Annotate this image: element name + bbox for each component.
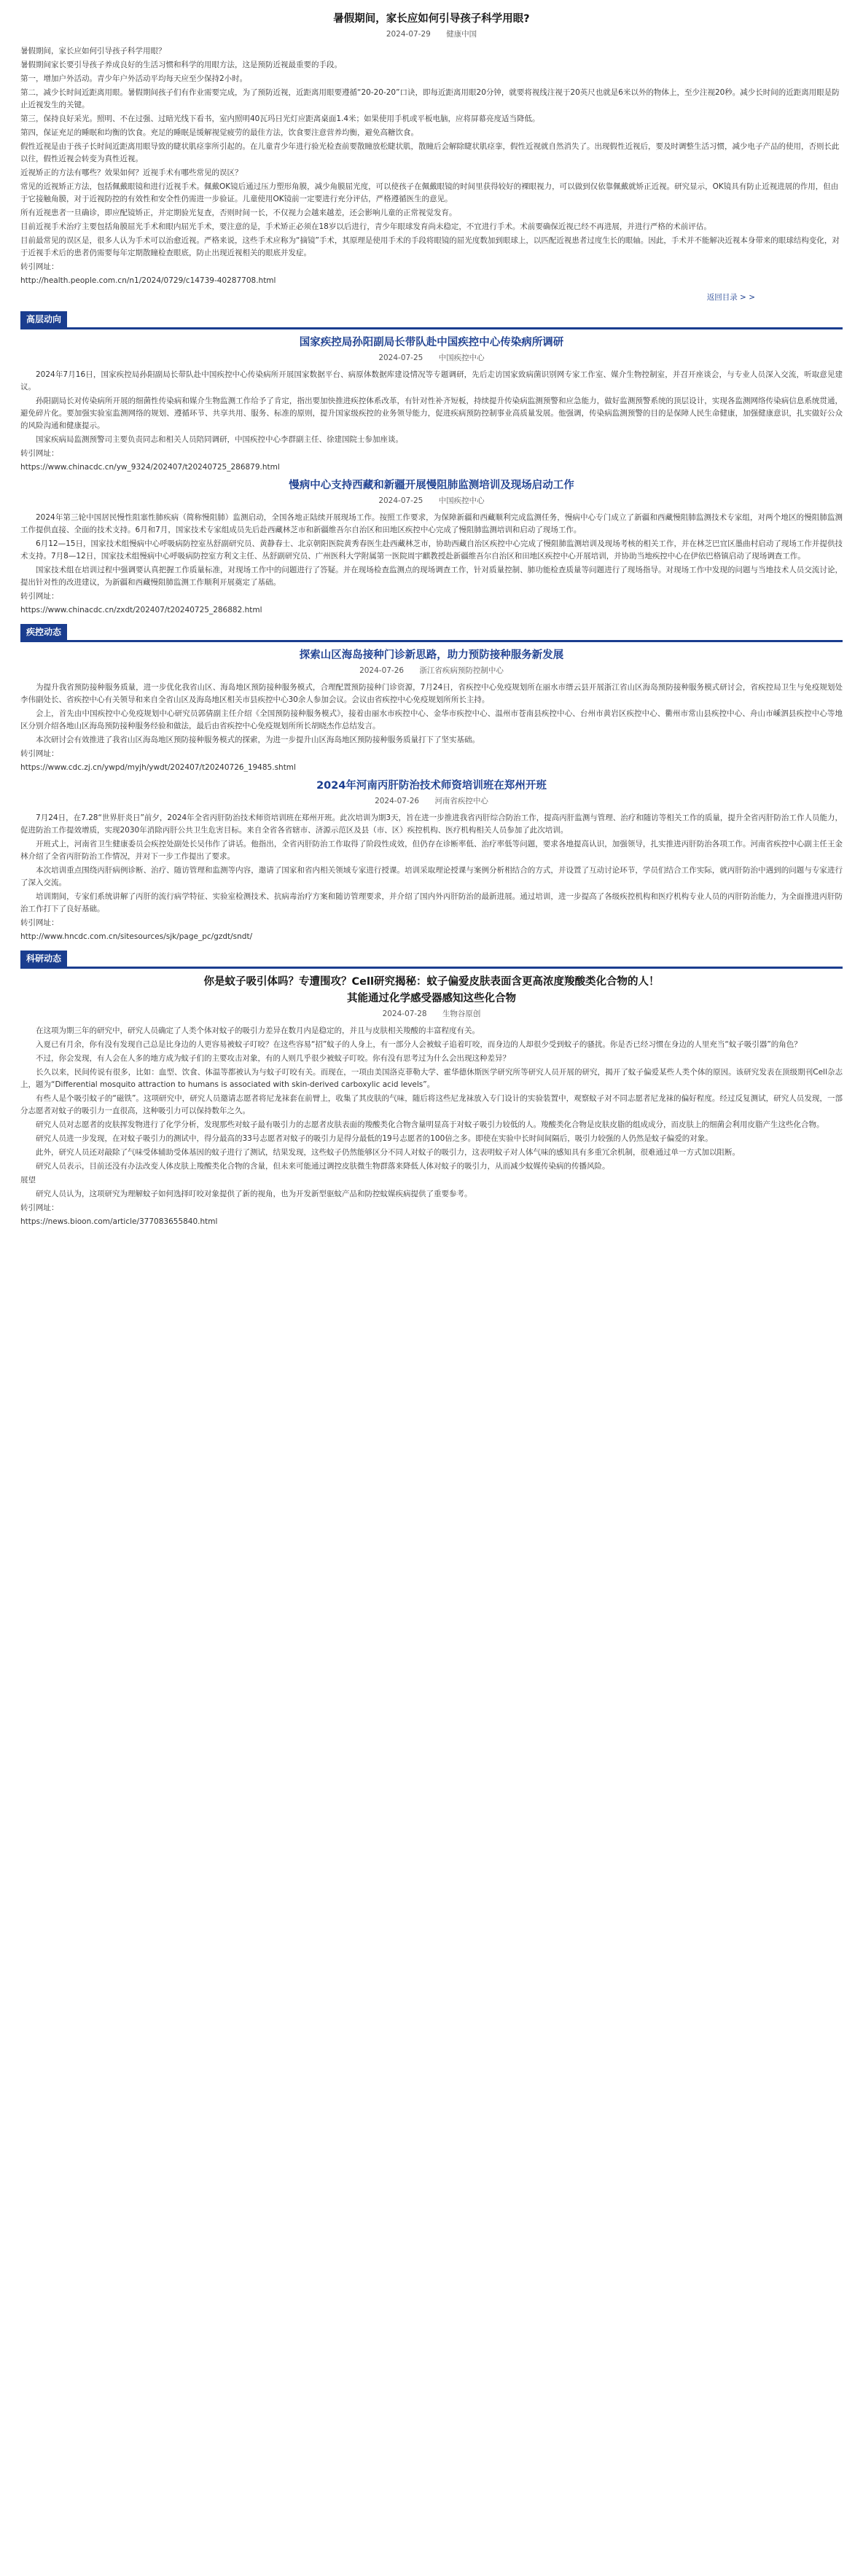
section-label: 科研动态 xyxy=(20,951,67,967)
article-paragraph: 本次培训重点围绕丙肝病例诊断、治疗、随访管理和监测等内容，邀请了国家和省内相关领域专家进行授课。培训采取理论授课与案例分析相结合的方式，并设置了互动讨论环节，学员们结合工作实际，就丙肝防治中遇到的问题与专家进行了深入交流。 xyxy=(20,866,843,888)
article-source: 生物谷原创 xyxy=(442,1010,481,1019)
article-myopia xyxy=(20,12,843,304)
article-paragraph: 培训期间，专家们系统讲解了丙肝的流行病学特征、实验室检测技术、抗病毒治疗方案和随访管理要求，并介绍了国内外丙肝防治的最新进展。通过培训，进一步提高了各级疾控机构和医疗机构专业人员的丙肝防治能力，为全面推进丙肝防治工作打下了良好基础。 xyxy=(20,892,843,914)
source-url[interactable]: https://news.bioon.com/article/377083655840.html xyxy=(20,1217,218,1227)
article-title: 探索山区海岛接种门诊新思路，助力预防接种服务新发展 xyxy=(299,649,564,662)
article-title: 你是蚊子吸引体吗？专遭围攻？Cell研究揭秘：蚊子偏爱皮肤表面含更高浓度羧酸类化合物的人！ xyxy=(203,976,660,988)
article-paragraph: 暑假期间家长要引导孩子养成良好的生活习惯和科学的用眼方法，这是预防近视最重要的手段。 xyxy=(20,61,342,70)
article-paragraph: 常见的近视矫正方法，包括佩戴眼镜和进行近视手术。佩戴OK镜后通过压力塑形角膜，减少角膜屈光度，可以使孩子在佩戴眼镜的时间里获得较好的裸眼视力，可以做到仅依靠佩戴就矫正近视。研究显示，OK镜具有防止近视进展的作用，但由于它接触角膜，对于近视防控的有效性和安全性仍需进一步验证。儿童使用OK镜前一定要进行充分评估，严格遵循医生的意见。 xyxy=(20,182,839,204)
article-paragraph: 目前近视手术治疗主要包括角膜屈光手术和眼内屈光手术，要注意的是，手术矫正必须在18岁以后进行，青少年眼球发育尚未稳定，不宜进行手术。术前要确保近视已经不再进展，并进行严格的术前评估。 xyxy=(20,222,711,232)
article-paragraph: 研究人员对志愿者的皮肤挥发物进行了化学分析，发现那些对蚊子最有吸引力的志愿者皮肤表面的羧酸类化合物含量明显高于对蚊子吸引力较低的人。羧酸类化合物是皮肤皮脂的组成成分，而皮肤上的细菌会利用皮脂产生这些化合物。 xyxy=(36,1120,824,1130)
article-date: 2024-07-25 xyxy=(378,354,423,363)
article-paragraph: 假性近视是由于孩子长时间近距离用眼导致的睫状肌痉挛所引起的。在儿童青少年进行验光检查前要散瞳放松睫状肌，散瞳后会解除睫状肌痉挛，假性近视就自然消失了。出现假性近视后，要及时调整生活习惯，减少电子产品的使用，否则长此以往，假性近视会转变为真性近视。 xyxy=(20,142,840,164)
article-meta xyxy=(20,1008,843,1020)
back-to-toc xyxy=(20,292,755,304)
article-date: 2024-07-25 xyxy=(378,496,423,506)
article-paragraph: 目前最常见的误区是，很多人认为手术可以治愈近视。严格来说，这些手术应称为“摘镜”手术，其原理是使用手术的手段将眼镜的屈光度数加到眼球上，以匹配近视患者过度生长的眼轴。因此，手术并不能解决近视本身带来的眼球结构变化，对于近视手术后的患者仍需要每年定期散瞳检查眼底，防止出现近视相关的眼底并发症。 xyxy=(20,236,840,258)
article-paragraph: 在这项为期三年的研究中，研究人员确定了人类个体对蚊子的吸引力差异在数月内是稳定的，并且与皮肤相关羧酸的丰富程度有关。 xyxy=(36,1026,480,1036)
report-page xyxy=(0,0,863,1228)
article-date: 2024-07-26 xyxy=(359,666,405,676)
reprint-label: 转引网址： xyxy=(20,262,59,272)
article-source: 河南省疾控中心 xyxy=(434,797,488,806)
section-header xyxy=(20,951,843,969)
article-paragraph: 孙阳副局长对传染病所开展的细菌性传染病和媒介生物监测工作给予了肯定，指出要加快推进疾控体系改革，有针对性补齐短板，持续提升传染病监测预警和应急能力，做好监测预警系统的顶层设计，实现各监测网络传染病信息系统贯通，避免碎片化。要加强实验室监测网络的规划、遵循环节、共享共用、服务、标准的原则，提升国家级疾控的业务领导能力，促进疾病预防控制事业高质量发展。他强调，传染病监测预警的目的是保障人民生命健康，加强健康意识，扎实做好公众的风险沟通和健康提示。 xyxy=(20,397,843,431)
reprint-label: 转引网址： xyxy=(20,749,59,759)
article-meta xyxy=(20,495,843,507)
article-source: 中国疾控中心 xyxy=(438,354,485,363)
article-source: 浙江省疾病预防控制中心 xyxy=(419,666,504,676)
article-meta xyxy=(20,795,843,808)
article-vaccination-island xyxy=(20,648,843,774)
article-paragraph: 所有近视患者一旦确诊，即应配镜矫正，并定期验光复查，否则时间一长，不仅视力会越来越差，还会影响儿童的正常视觉发育。 xyxy=(20,208,457,218)
article-paragraph: 暑假期间，家长应如何引导孩子科学用眼？ xyxy=(20,47,166,56)
article-title: 暑假期间，家长应如何引导孩子科学用眼? xyxy=(333,13,530,25)
article-mosquito xyxy=(20,975,843,1228)
article-paragraph: 国家疾病局监测预警司主要负责同志和相关人员陪同调研，中国疾控中心李群副主任、徐建国院士参加座谈。 xyxy=(36,435,403,445)
section-label: 疾控动态 xyxy=(20,624,67,640)
reprint-label: 转引网址： xyxy=(20,1203,59,1213)
article-paragraph: 第一，增加户外活动。青少年户外活动平均每天应至少保持2小时。 xyxy=(20,74,248,84)
article-date: 2024-07-28 xyxy=(382,1010,427,1019)
article-title: 国家疾控局孙阳副局长带队赴中国疾控中心传染病所调研 xyxy=(299,337,564,349)
source-url[interactable]: https://www.chinacdc.cn/zxdt/202407/t20240725_286882.html xyxy=(20,606,262,615)
article-date: 2024-07-26 xyxy=(375,797,420,806)
article-paragraph: 近视矫正的方法有哪些？效果如何？近视手术有哪些常见的误区？ xyxy=(20,168,243,178)
source-url[interactable]: http://health.people.com.cn/n1/2024/0729/c14739-40287708.html xyxy=(20,276,276,286)
reprint-label: 转引网址： xyxy=(20,449,59,458)
article-source: 中国疾控中心 xyxy=(438,496,485,506)
article-paragraph: 开班式上，河南省卫生健康委员会疾控处副处长吴伟作了讲话。他指出，全省丙肝防治工作取得了阶段性成效，但仍存在诊断率低、治疗率低等问题，要求各地提高认识，加强领导，扎实推进丙肝防治各项工作。河南省疾控中心副主任王金林介绍了全省丙肝防治工作情况，并对下一步工作提出了要求。 xyxy=(20,840,843,862)
article-title: 2024年河南丙肝防治技术师资培训班在郑州开班 xyxy=(316,780,547,792)
section-label: 高层动向 xyxy=(20,311,67,327)
source-url[interactable]: https://www.chinacdc.cn/yw_9324/202407/t20240725_286879.html xyxy=(20,463,280,472)
article-leader-visit xyxy=(20,335,843,474)
article-date: 2024-07-29 xyxy=(386,30,431,39)
article-meta xyxy=(20,665,843,677)
article-meta xyxy=(20,352,843,364)
section-header xyxy=(20,311,843,329)
article-source: 健康中国 xyxy=(446,30,477,39)
article-paragraph: 研究人员认为，这项研究为理解蚊子如何选择叮咬对象提供了新的视角，也为开发新型驱蚊产品和防控蚊媒疾病提供了重要参考。 xyxy=(36,1190,472,1199)
article-paragraph: 本次研讨会有效推进了我省山区海岛地区预防接种服务模式的探索，为进一步提升山区海岛地区预防接种服务质量打下了坚实基础。 xyxy=(36,735,480,745)
article-title-line2: 其能通过化学感受器感知这些化合物 xyxy=(347,993,516,1005)
article-subheading: 展望 xyxy=(20,1176,36,1185)
article-paragraph: 7月24日，在7.28“世界肝炎日”前夕，2024年全省丙肝防治技术师资培训班在郑州开班。此次培训为期3天，旨在进一步推进我省丙肝综合防治工作，提高丙肝监测与管理、治疗和随访等相关工作的质量，提升全省丙肝防治工作人员能力，促进防治工作提效增质，实现2030年消除丙肝公共卫生危害目标。来自全省各省辖市、济源示范区及县（市、区）疾控机构、医疗机构相关人员参加了此次培训。 xyxy=(20,813,843,835)
section-header xyxy=(20,624,843,642)
article-meta xyxy=(20,28,843,41)
article-paragraph: 有些人是个吸引蚊子的“磁铁”。这项研究中，研究人员邀请志愿者将尼龙袜套在前臂上，收集了其皮肤的气味，随后将这些尼龙袜放入专门设计的实验装置中，观察蚊子对不同志愿者尼龙袜的偏好程度。经过反复测试，研究人员发现，一部分志愿者对蚊子的吸引力一直很高，这种吸引力可以保持数年之久。 xyxy=(20,1094,843,1116)
article-paragraph: 国家技术组在培训过程中强调要认真把握工作质量标准，对现场工作中的问题进行了答疑。并在现场检查监测点的现场调查工作，针对质量控制、肺功能检查质量等问题进行了现场指导。对现场工作中发现的问题与当地技术人员交流讨论，提出针对性的改进建议，为新疆和西藏慢阻肺监测工作顺利开展奠定了基础。 xyxy=(20,566,843,588)
article-paragraph: 研究人员进一步发现，在对蚊子吸引力的测试中，得分最高的33号志愿者对蚊子的吸引力是得分最低的19号志愿者的100倍之多。即使在实验中长时间间隔后，吸引力较强的人仍然是蚊子偏爱的对象。 xyxy=(36,1134,713,1144)
article-paragraph: 第二，减少长时间近距离用眼。暑假期间孩子们有作业需要完成，为了预防近视，近距离用眼要遵循“20-20-20”口诀，即每近距离用眼20分钟，就要将视线注视于20英尺也就是6米以外的物体上，至少注视20秒。减少长时间的近距离用眼是防止近视发生的关键。 xyxy=(20,88,840,110)
source-url[interactable]: http://www.hncdc.com.cn/sitesources/sjk/page_pc/gzdt/sndt/ xyxy=(20,932,253,942)
reprint-label: 转引网址： xyxy=(20,592,59,601)
article-paragraph: 6月12—15日，国家技术组慢病中心呼吸病防控室丛舒副研究员、黄静春士、北京朝阳医院黄秀春医生赴西藏林芝市，协助西藏自治区疾控中心完成了慢阻肺监测培训及现场考核的相关工作，并在林芝巴宜区墨曲村启动了现场工作并提供技术支持。7月8—12日，国家技术组慢病中心呼吸病防控室方利文主任、丛舒副研究员、广州医科大学附属第一医院周宇麒教授赴新疆维吾尔自治区和田地区疾控中心开展培训，并协助当地疾控中心在伊依巴格镇启动了现场调查工作。 xyxy=(20,539,843,561)
article-paragraph: 入夏已有月余，你有没有发现自己总是比身边的人更容易被蚊子叮咬？在这些容易“招”蚊子的人身上，有一部分人会被蚊子追着叮咬，而身边的人却很少受到蚊子的骚扰。你是否已经习惯在身边的人里充当“蚊子吸引器”的角色？ xyxy=(36,1040,802,1050)
article-paragraph: 长久以来，民间传说有很多，比如：血型、饮食、体温等都被认为与蚊子叮咬有关。而现在，一项由美国洛克菲勒大学、霍华德休斯医学研究所等研究人员开展的研究，揭开了蚊子偏爱某些人类个体的原因。该研究发表在顶级期刊Cell杂志上，题为“Differential mosquito attraction to humans is associated with skin-derived carboxylic acid levels”。 xyxy=(20,1068,843,1090)
article-paragraph: 2024年7月16日，国家疾控局孙阳副局长带队赴中国疾控中心传染病所开展国家数据平台、病原体数据库建设情况等专题调研，先后走访国家致病菌识别网专家工作室、媒介生物控制室，并召开座谈会，与专业人员深入交流，听取意见建议。 xyxy=(20,370,843,392)
article-paragraph: 此外，研究人员还对敲除了气味受体辅助受体基因的蚊子进行了测试，结果发现，这些蚊子仍然能够区分不同人对蚊子的吸引力，这表明蚊子对人体气味的感知具有多重冗余机制，很难通过单一方式加以阻断。 xyxy=(36,1148,740,1158)
article-title: 慢病中心支持西藏和新疆开展慢阻肺监测培训及现场启动工作 xyxy=(289,480,574,492)
article-hcv-training xyxy=(20,778,843,943)
article-paragraph: 第三，保持良好采光。照明、不在过强、过暗光线下看书，室内照明40瓦玛日光灯应距离桌面1.4米；如果使用手机或平板电脑，应将屏幕亮度适当降低。 xyxy=(20,114,540,124)
article-paragraph: 2024年第三轮中国居民慢性阻塞性肺疾病（简称慢阻肺）监测启动，全国各地正陆续开展现场工作。按照工作要求，为保障新疆和西藏顺利完成监测任务，慢病中心专门成立了新疆和西藏慢阻肺监测技术专家组，对两个地区的慢阻肺监测工作提供直接、全面的技术支持。6月和7月，国家技术专家组成员先后赴西藏林芝市和新疆维吾尔自治区和田地区疾控中心完成了慢阻肺监测培训和启动了现场工作。 xyxy=(20,513,843,535)
article-paragraph: 为提升我省预防接种服务质量，进一步优化我省山区、海岛地区预防接种服务模式，合理配置预防接种门诊资源，7月24日，省疾控中心免疫规划所在丽水市缙云县开展浙江省山区海岛预防接种服务模式研讨会，省疾控局卫生与免疫规划处李伟副处长、省疾控中心有关领导和来自全省山区及海岛地区相关市县疾控中心30余人参加会议。会议由省疾控中心免疫规划所所长主持。 xyxy=(20,683,843,705)
article-paragraph: 研究人员表示，目前还没有办法改变人体皮肤上羧酸类化合物的含量，但未来可能通过调控皮肤微生物群落来降低人体对蚊子的吸引力，从而减少蚊媒传染病的传播风险。 xyxy=(36,1162,610,1171)
article-paragraph: 不过，你会发现，有人会在人多的地方成为蚊子们的主要攻击对象，有的人则几乎很少被蚊子叮咬。你有没有思考过为什么会出现这种差异？ xyxy=(36,1054,510,1063)
article-paragraph: 会上，首先由中国疾控中心免疫规划中心研究员郭倩副主任介绍《全国预防接种服务模式》，接着由丽水市疾控中心、金华市疾控中心、温州市苍南县疾控中心、台州市黄岩区疾控中心、衢州市常山县疾控中心、舟山市嵊泗县疾控中心等地区分别介绍各地山区海岛预防接种服务经验和做法，最后由省疾控中心免疫规划所所长胡晓杰作总结发言。 xyxy=(20,709,843,731)
reprint-label: 转引网址： xyxy=(20,918,59,928)
article-copd-training xyxy=(20,478,843,617)
article-paragraph: 第四，保证充足的睡眠和均衡的饮食。充足的睡眠是缓解视觉疲劳的最佳方法，饮食要注意营养均衡，避免高糖饮食。 xyxy=(20,128,418,138)
back-to-toc-link[interactable]: 返回目录 > > xyxy=(706,293,755,303)
source-url[interactable]: https://www.cdc.zj.cn/ywpd/myjh/ywdt/202407/t20240726_19485.shtml xyxy=(20,763,296,773)
